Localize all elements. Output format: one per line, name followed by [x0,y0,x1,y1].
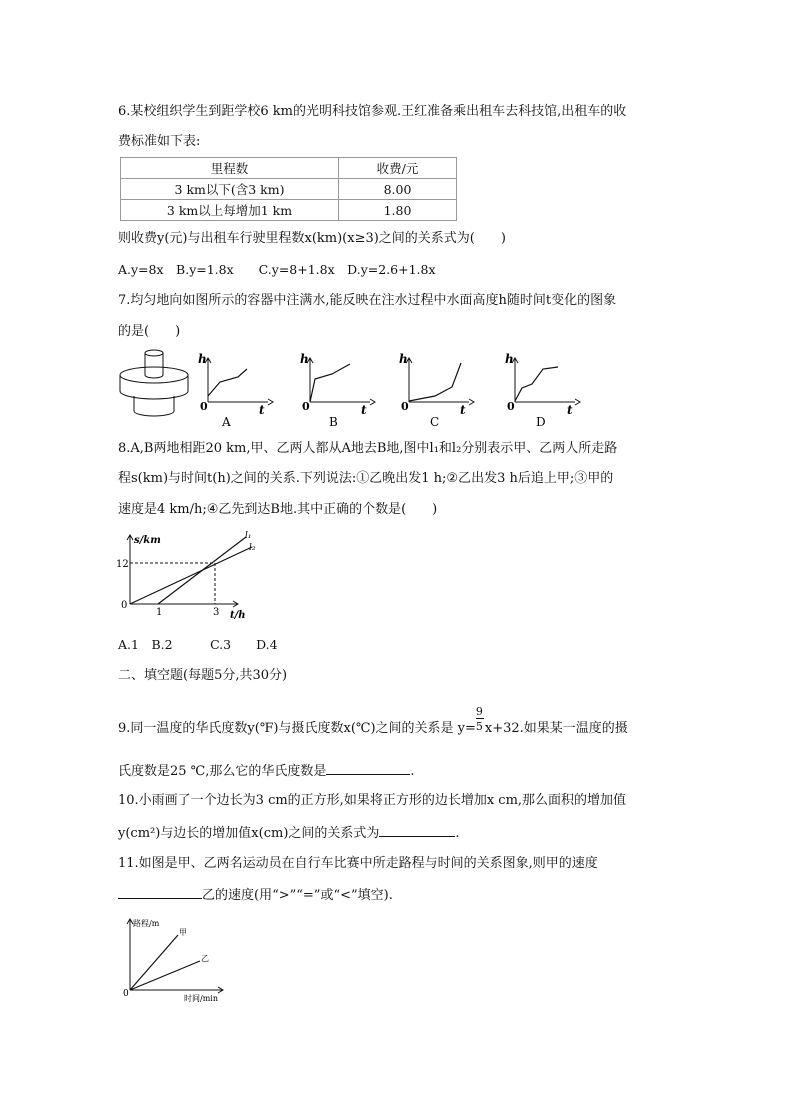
origin-label: 0 [507,400,515,413]
q9-prefix: 9.同一温度的华氏度数y(℉)与摄氏度数x(℃)之间的关系是 y= [118,721,476,736]
table-header-row [121,158,457,179]
origin-label: 0 [200,400,208,413]
q7-line1: 7.均匀地向如图所示的容器中注满水,能反映在注水过程中水面高度h随时间t变化的图象 [118,293,617,308]
graph-b-curve [310,364,350,402]
line-jia-label: 甲 [179,928,187,937]
axis-h-label: h [198,352,207,366]
x-tick-label: 1 [156,607,163,618]
line-l1-label: l₁ [245,531,252,541]
x-axis-label: t/h [230,610,246,621]
table-cell: 3 km以下(含3 km) [121,179,339,200]
option-label: C [430,415,440,428]
q9-period: . [410,764,415,779]
axis-t-label: t [567,403,573,417]
fare-table [120,157,457,221]
q9-line2-text: 氏度数是25 ℃,那么它的华氏度数是 [118,764,327,779]
y-axis-label: s/km [134,535,161,546]
q6-line3: 则收费y(元)与出租车行驶里程数x(km)(x≥3)之间的关系式为( ) [118,231,506,246]
table-header-cell: 收费/元 [339,158,457,179]
answer-blank[interactable] [379,824,455,837]
q6-options: A.y=8x B.y=1.8x C.y=8+1.8x D.y=2.6+1.8x [118,262,436,277]
q11-line1: 11.如图是甲、乙两名运动员在自行车比赛中所走路程与时间的关系图象,则甲的速度 [118,856,598,871]
q10-line2-text: y(cm²)与边长的增加值x(cm)之间的关系式为 [118,826,380,841]
q10-period: . [455,826,460,841]
x-axis-label: 时间/min [184,994,218,1003]
axis-t-label: t [460,403,466,417]
graph-b [300,352,375,428]
q11-graph [112,912,237,1004]
line-l2 [130,547,252,604]
graph-c-curve [409,363,461,401]
answer-blank[interactable] [118,886,202,899]
table-header-cell: 里程数 [121,158,339,179]
y-tick-label: 12 [116,559,129,570]
q8-options: A.1 B.2 C.3 D.4 [118,637,278,652]
axis-h-label: h [300,352,309,366]
graph-d [505,352,580,428]
graph-d-curve [515,367,558,401]
line-l2-label: l₂ [249,543,256,553]
table-cell: 3 km以上每增加1 km [121,200,339,221]
axis-h-label: h [505,352,514,366]
axis-t-label: t [361,403,367,417]
axis-h-label: h [399,352,408,366]
axis-t-label: t [259,403,265,417]
x-tick-label: 3 [213,607,220,618]
option-label: B [329,415,338,428]
q10-line2 [118,824,460,842]
origin-label: 0 [401,400,409,413]
q8-line1: 8.A,B两地相距20 km,甲、乙两人都从A地去B地,图中l₁和l₂分别表示甲、乙两人所走路 [118,441,618,456]
line-yi-label: 乙 [201,954,209,963]
q9-line2 [118,762,415,780]
origin-label: 0 [123,989,129,999]
q8-line2: 程s(km)与时间t(h)之间的关系.下列说法:①乙晚出发1 h;②乙出发3 h后追上甲;③甲的 [118,471,614,486]
section-heading: 二、填空题(每题5分,共30分) [118,668,288,683]
graph-a [198,352,273,428]
line-l1 [158,537,246,604]
q6-line1: 6.某校组织学生到距学校6 km的光明科技馆参观.王红准备乘出租车去科技馆,出租车的收 [118,104,627,119]
answer-blank[interactable] [326,762,410,775]
table-cell: 8.00 [339,179,457,200]
table-row [121,179,457,200]
graph-c [399,352,474,428]
fraction-denominator: 5 [475,720,483,733]
table-row [121,200,457,221]
fraction-9-5 [475,705,485,733]
q11-line2 [118,886,393,904]
q9-suffix: x+32.如果某一温度的摄 [484,721,628,736]
option-label: D [536,415,546,428]
q11-line2-text: 乙的速度(用“>”“=”或“<”填空). [202,888,393,903]
origin-label: 0 [121,600,128,611]
q9-line1 [118,705,628,737]
q8-graph [112,528,262,624]
q10-line1: 10.小雨画了一个边长为3 cm的正方形,如果将正方形的边长增加x cm,那么面积的增加值 [118,793,627,808]
line-jia [130,935,178,990]
q8-line3: 速度是4 km/h;④乙先到达B地.其中正确的个数是( ) [118,502,438,517]
q7-figures [110,346,590,428]
container-figure [120,350,188,416]
y-axis-label: 路程/m [133,919,160,928]
q6-line2: 费标准如下表: [118,134,201,149]
line-yi [130,961,200,990]
option-label: A [222,415,231,428]
graph-a-curve [208,369,247,396]
origin-label: 0 [302,400,310,413]
q7-line2: 的是( ) [118,324,181,339]
table-cell: 1.80 [339,200,457,221]
fraction-numerator: 9 [475,705,483,718]
